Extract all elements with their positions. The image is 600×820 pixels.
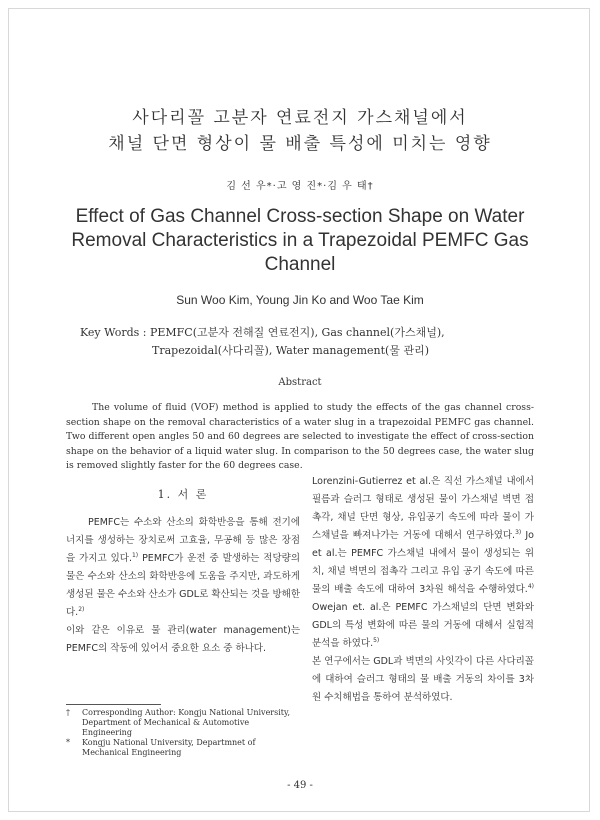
english-authors: Sun Woo Kim, Young Jin Ko and Woo Tae Kim <box>176 293 424 307</box>
keywords-line2: Trapezoidal(사다리꼴), Water management(물 관리) <box>152 344 430 357</box>
right-text-1b: Jo et al.는 PEMFC 가스채널 내에서 물이 생성되는 위치, 채널 벽면의 접촉각 그리고 유입 공기 속도에 따른 물의 배출 속도에 대하여 3차원 해석을 수행하였다. <box>312 530 534 595</box>
footnote-affiliation <box>66 738 300 758</box>
abstract-body <box>66 401 534 474</box>
right-text-1: Lorenzini-Gutierrez et al.은 직선 가스채널 내에서 필름과 슬러그 형태로 생성된 물이 가스채널 벽면 접촉각, 채널 단면 형상, 유입공기 속도에 따라 물이 가스채널을 빠져나가는 거동에 대해서 연구하였다. <box>312 476 534 541</box>
footnote-rule <box>66 704 161 705</box>
footnote-mark-asterisk: * <box>66 738 70 747</box>
citation-2: 2) <box>78 605 85 613</box>
intro-text-1b: PEMFC가 운전 중 발생하는 적당량의 물은 수소와 산소의 화학반응에 도움을 주지만, 과도하게 생성된 물은 수소와 산소가 GDL로 확산되는 것을 방해한다. <box>66 553 300 618</box>
abstract-text: The volume of fluid (VOF) method is applied to study the effects of the gas channel cross-section shape on the removal characteristics of a water slug in a trapezoidal PEMFC gas channel. Two different open angles 50 and 60 degrees are selected to investigate the effect of cross-section shape on the behavior of a liquid water slug. In comparison to the 50 degrees case, the water slug is removed slightly faster for the 60 degrees case. <box>66 402 534 471</box>
footnote-corresponding <box>66 708 300 738</box>
citation-4: 4) <box>527 582 534 590</box>
intro-paragraph-1 <box>66 514 300 622</box>
intro-paragraph-2: 이와 같은 이유로 물 관리(water management)는 PEMFC의 작동에 있어서 중요한 요소 중 하나다. <box>66 625 300 654</box>
right-paragraph-2: 본 연구에서는 GDL과 벽면의 사잇각이 다른 사다리꼴에 대하여 슬러그 형태의 물 배출 거동의 차이를 3차원 수치해법을 통하여 분석하였다. <box>312 656 534 703</box>
keywords-label: Key Words : <box>80 326 150 339</box>
footnote-mark-dagger: † <box>66 708 70 717</box>
citation-5: 5) <box>373 636 380 644</box>
left-column <box>66 514 300 658</box>
keywords-line1 <box>80 324 445 340</box>
english-title: Effect of Gas Channel Cross-section Shape on Water Removal Characteristics in a Trapezoidal PEMFC Gas Channel <box>71 206 529 275</box>
citation-1: 1) <box>131 551 139 559</box>
footnote-text-2: Kongju National University, Departmnet of Mechanical Engineering <box>82 738 256 757</box>
footnotes <box>66 708 300 758</box>
right-paragraph-1 <box>312 473 534 653</box>
keywords-text-1: PEMFC(고분자 전해질 연료전지), Gas channel(가스채널), <box>149 326 445 339</box>
page-number: - 49 - <box>287 780 313 791</box>
intro-text-1: PEMFC는 수소와 산소의 화학반응을 통해 전기에너지를 생성하는 장치로써 고효율, 무공해 등 많은 장점을 가지고 있다. <box>66 517 300 564</box>
korean-title-line1: 사다리꼴 고분자 연료전지 가스채널에서 <box>132 108 468 128</box>
right-text-1c: Owejan et. al.은 PEMFC 가스채널의 단면 변화와 GDL의 특성 변화에 따른 물의 거동에 대해서 실험적 분석을 하였다. <box>312 602 534 649</box>
footnote-text-1: Corresponding Author: Kongju National University, Department of Mechanical & Automotive Engineering <box>82 708 291 737</box>
korean-authors: 김 선 우*·고 영 진*·김 우 태† <box>226 181 374 192</box>
citation-3: 3) <box>515 528 522 536</box>
abstract-heading: Abstract <box>278 377 322 388</box>
right-column <box>312 473 534 707</box>
section-heading-intro: 1. 서 론 <box>157 488 209 501</box>
korean-title-line2: 채널 단면 형상이 물 배출 특성에 미치는 영향 <box>108 134 492 154</box>
